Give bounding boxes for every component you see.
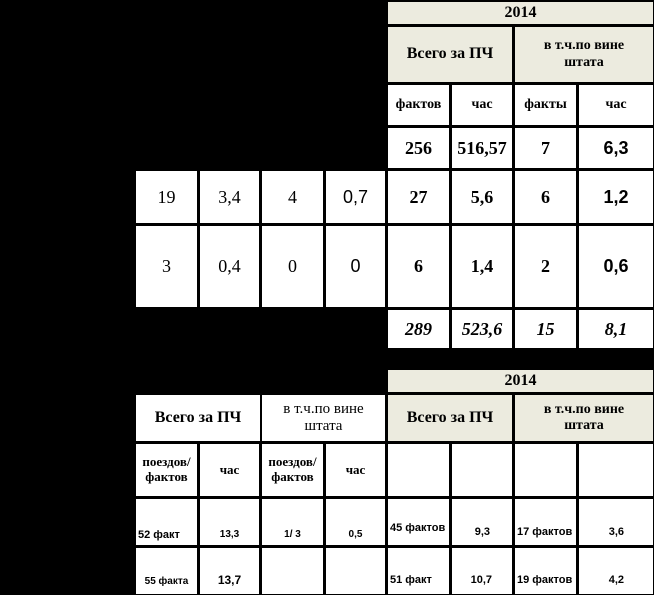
fault-header: в т.ч.по вине штата xyxy=(515,395,653,441)
table-cell: 13,7 xyxy=(200,548,259,594)
empty-cell xyxy=(452,444,512,496)
col-hours-header: час xyxy=(200,444,259,496)
table-cell: 52 факт xyxy=(136,499,197,545)
table-cell: 51 факт xyxy=(388,548,449,594)
table-cell: 256 xyxy=(388,128,449,168)
table-cell: 0,5 xyxy=(326,499,385,545)
empty-cell xyxy=(326,548,385,594)
year-header: 2014 xyxy=(388,370,653,392)
total-cell: 523,6 xyxy=(452,310,512,348)
table-cell: 0,4 xyxy=(200,226,259,307)
total-cell: 15 xyxy=(515,310,576,348)
col-trains-header: поездов/ фактов xyxy=(136,444,197,496)
table-cell: 3,6 xyxy=(579,499,653,545)
table-cell: 45 фактов xyxy=(388,499,449,545)
col-trains2-header: поездов/ фактов xyxy=(262,444,323,496)
table-cell: 0 xyxy=(262,226,323,307)
table-cell: 6,3 xyxy=(579,128,653,168)
total-header: Всего за ПЧ xyxy=(388,395,512,441)
table-cell: 19 фактов xyxy=(515,548,576,594)
table-cell: 0,7 xyxy=(326,171,385,223)
empty-cell xyxy=(579,444,653,496)
table-cell: 17 фактов xyxy=(515,499,576,545)
fault-header: в т.ч.по вине штата xyxy=(515,27,653,82)
table-cell: 7 xyxy=(515,128,576,168)
table-cell: 55 факта xyxy=(136,548,197,594)
table-cell: 1/ 3 xyxy=(262,499,323,545)
col-hours2-header: час xyxy=(326,444,385,496)
total-header: Всего за ПЧ xyxy=(136,395,260,441)
table-cell: 19 xyxy=(136,171,197,223)
table-cell: 0,6 xyxy=(579,226,653,307)
empty-cell xyxy=(388,444,449,496)
col-facts-header: фактов xyxy=(388,85,449,125)
table-cell: 3,4 xyxy=(200,171,259,223)
table-cell: 10,7 xyxy=(452,548,512,594)
table-cell: 5,6 xyxy=(452,171,512,223)
col-facts2-header: факты xyxy=(515,85,576,125)
table-cell: 27 xyxy=(388,171,449,223)
fault-header: в т.ч.по вине штата xyxy=(262,395,385,441)
empty-cell xyxy=(515,444,576,496)
table-cell: 3 xyxy=(136,226,197,307)
table-cell: 6 xyxy=(388,226,449,307)
table-cell: 4 xyxy=(262,171,323,223)
empty-cell xyxy=(262,548,323,594)
col-hours2-header: час xyxy=(579,85,653,125)
total-header: Всего за ПЧ xyxy=(388,27,512,82)
col-hours-header: час xyxy=(452,85,512,125)
table-cell: 13,3 xyxy=(200,499,259,545)
total-cell: 8,1 xyxy=(579,310,653,348)
total-cell: 289 xyxy=(388,310,449,348)
table-cell: 1,4 xyxy=(452,226,512,307)
table-cell: 2 xyxy=(515,226,576,307)
table-cell: 516,57 xyxy=(452,128,512,168)
table-cell: 1,2 xyxy=(579,171,653,223)
table-cell: 4,2 xyxy=(579,548,653,594)
table-cell: 0 xyxy=(326,226,385,307)
table-cell: 6 xyxy=(515,171,576,223)
year-header: 2014 xyxy=(388,2,653,24)
table-cell: 9,3 xyxy=(452,499,512,545)
